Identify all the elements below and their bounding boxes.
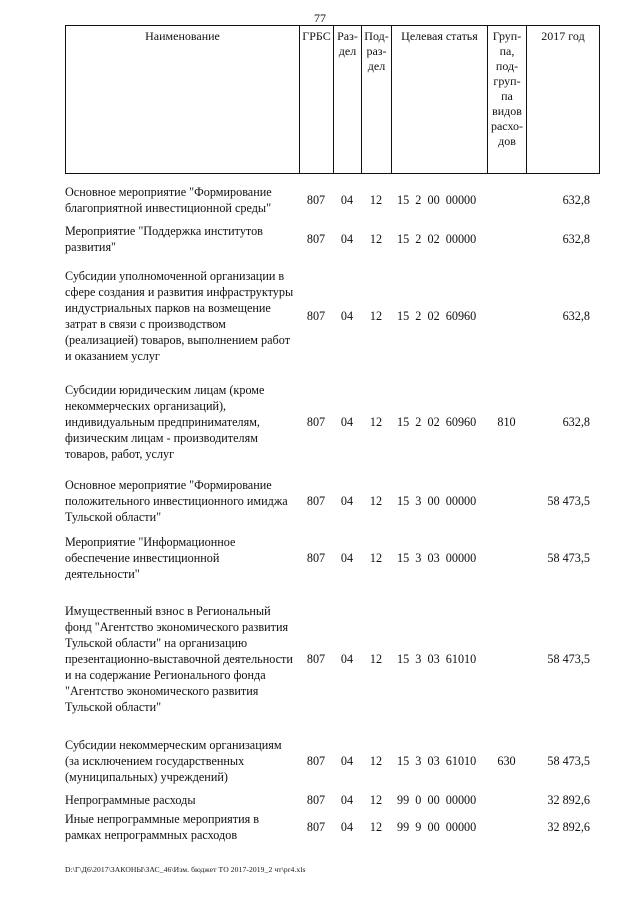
row-podrazdel: 12 xyxy=(369,494,383,508)
page-number: 77 xyxy=(314,11,326,25)
table-row xyxy=(65,790,599,810)
row-grbs: 807 xyxy=(306,793,326,807)
row-target: 15 2 02 00000 xyxy=(397,232,477,246)
row-podrazdel: 12 xyxy=(369,309,383,323)
table-row xyxy=(65,530,599,586)
header-group: Груп- па, под- груп- па видов расхо- дов xyxy=(488,26,527,174)
row-name: Субсидии уполномоченной организации в сфере создания и развития инфраструктуры индустриальных парков на возмещение затрат в связи с производством (реализацией) товаров, выполнением работ и оказанием услуг xyxy=(65,269,294,363)
row-podrazdel: 12 xyxy=(369,415,383,429)
row-amount: 632,8 xyxy=(562,415,590,429)
row-group xyxy=(487,530,526,586)
row-grbs: 807 xyxy=(306,754,326,768)
row-podrazdel: 12 xyxy=(369,754,383,768)
row-grbs: 807 xyxy=(306,309,326,323)
row-podrazdel: 12 xyxy=(369,793,383,807)
row-grbs: 807 xyxy=(306,551,326,565)
row-amount: 58 473,5 xyxy=(547,652,590,666)
row-group xyxy=(487,260,526,372)
row-target: 15 3 03 00000 xyxy=(397,551,477,565)
row-grbs: 807 xyxy=(306,193,326,207)
header-podrazdel: Под- раз- дел xyxy=(362,26,392,174)
row-razdel: 04 xyxy=(340,232,354,246)
table-row xyxy=(65,732,599,790)
row-grbs: 807 xyxy=(306,652,326,666)
row-group: 810 xyxy=(497,415,516,429)
row-grbs: 807 xyxy=(306,232,326,246)
row-group: 630 xyxy=(497,754,516,768)
row-group xyxy=(487,586,526,732)
row-razdel: 04 xyxy=(340,494,354,508)
row-target: 15 3 00 00000 xyxy=(397,494,477,508)
table-row xyxy=(65,372,599,472)
row-podrazdel: 12 xyxy=(369,652,383,666)
row-target: 99 9 00 00000 xyxy=(397,820,477,834)
row-amount: 58 473,5 xyxy=(547,494,590,508)
row-amount: 58 473,5 xyxy=(547,551,590,565)
table-row xyxy=(65,260,599,372)
row-podrazdel: 12 xyxy=(369,193,383,207)
table-header xyxy=(65,25,600,174)
row-razdel: 04 xyxy=(340,793,354,807)
row-amount: 58 473,5 xyxy=(547,754,590,768)
row-razdel: 04 xyxy=(340,754,354,768)
table-row xyxy=(65,218,599,260)
row-razdel: 04 xyxy=(340,652,354,666)
row-target: 15 3 03 61010 xyxy=(397,754,477,768)
row-amount: 632,8 xyxy=(562,309,590,323)
row-group xyxy=(487,790,526,810)
row-amount: 32 892,6 xyxy=(547,820,590,834)
file-path-footer: D:\Г\Д6\2017\ЗАКОНЫ\ЗАС_46\Изм. бюджет ТО 2017-2019_2 чт\pr4.xls xyxy=(65,865,306,874)
row-group xyxy=(487,218,526,260)
header-amount: 2017 год xyxy=(527,26,600,174)
row-target: 15 2 02 60960 xyxy=(397,309,477,323)
row-name: Мероприятие "Поддержка институтов развития" xyxy=(65,224,263,254)
row-target: 15 2 02 60960 xyxy=(397,415,477,429)
row-razdel: 04 xyxy=(340,820,354,834)
row-name: Имущественный взнос в Региональный фонд "Агентство экономического развития Тульской области" на организацию презентационно-выставочной деятельности и на содержание Регионального фонда "Агентство экономического развития Тульской области" xyxy=(65,604,293,714)
row-amount: 632,8 xyxy=(562,232,590,246)
row-razdel: 04 xyxy=(340,415,354,429)
table-row xyxy=(65,586,599,732)
row-podrazdel: 12 xyxy=(369,232,383,246)
table-row xyxy=(65,472,599,530)
row-grbs: 807 xyxy=(306,494,326,508)
table-body xyxy=(65,182,599,844)
row-grbs: 807 xyxy=(306,415,326,429)
table-row xyxy=(65,810,599,844)
row-group xyxy=(487,810,526,844)
row-name: Основное мероприятие "Формирование положительного инвестиционного имиджа Тульской области" xyxy=(65,478,288,524)
row-target: 15 3 03 61010 xyxy=(397,652,477,666)
row-razdel: 04 xyxy=(340,193,354,207)
row-name: Мероприятие "Информационное обеспечение инвестиционной деятельности" xyxy=(65,535,236,581)
row-group xyxy=(487,182,526,218)
row-podrazdel: 12 xyxy=(369,820,383,834)
row-razdel: 04 xyxy=(340,309,354,323)
row-amount: 632,8 xyxy=(562,193,590,207)
row-amount: 32 892,6 xyxy=(547,793,590,807)
header-name: Наименование xyxy=(66,26,300,174)
row-target: 99 0 00 00000 xyxy=(397,793,477,807)
row-name: Основное мероприятие "Формирование благоприятной инвестиционной среды" xyxy=(65,185,272,215)
row-name: Субсидии некоммерческим организациям (за исключением государственных (муниципальных) учреждений) xyxy=(65,738,282,784)
row-razdel: 04 xyxy=(340,551,354,565)
row-group xyxy=(487,472,526,530)
row-target: 15 2 00 00000 xyxy=(397,193,477,207)
row-name: Непрограммные расходы xyxy=(65,793,196,807)
header-grbs: ГРБС xyxy=(300,26,334,174)
row-name: Субсидии юридическим лицам (кроме некоммерческих организаций), индивидуальным предпринимателям, физическим лицам - производителям товаров, работ, услуг xyxy=(65,383,265,461)
header-target: Целевая статья xyxy=(392,26,488,174)
row-name: Иные непрограммные мероприятия в рамках непрограммных расходов xyxy=(65,812,260,842)
header-razdel: Раз- дел xyxy=(334,26,362,174)
row-grbs: 807 xyxy=(306,820,326,834)
table-row xyxy=(65,182,599,218)
row-podrazdel: 12 xyxy=(369,551,383,565)
